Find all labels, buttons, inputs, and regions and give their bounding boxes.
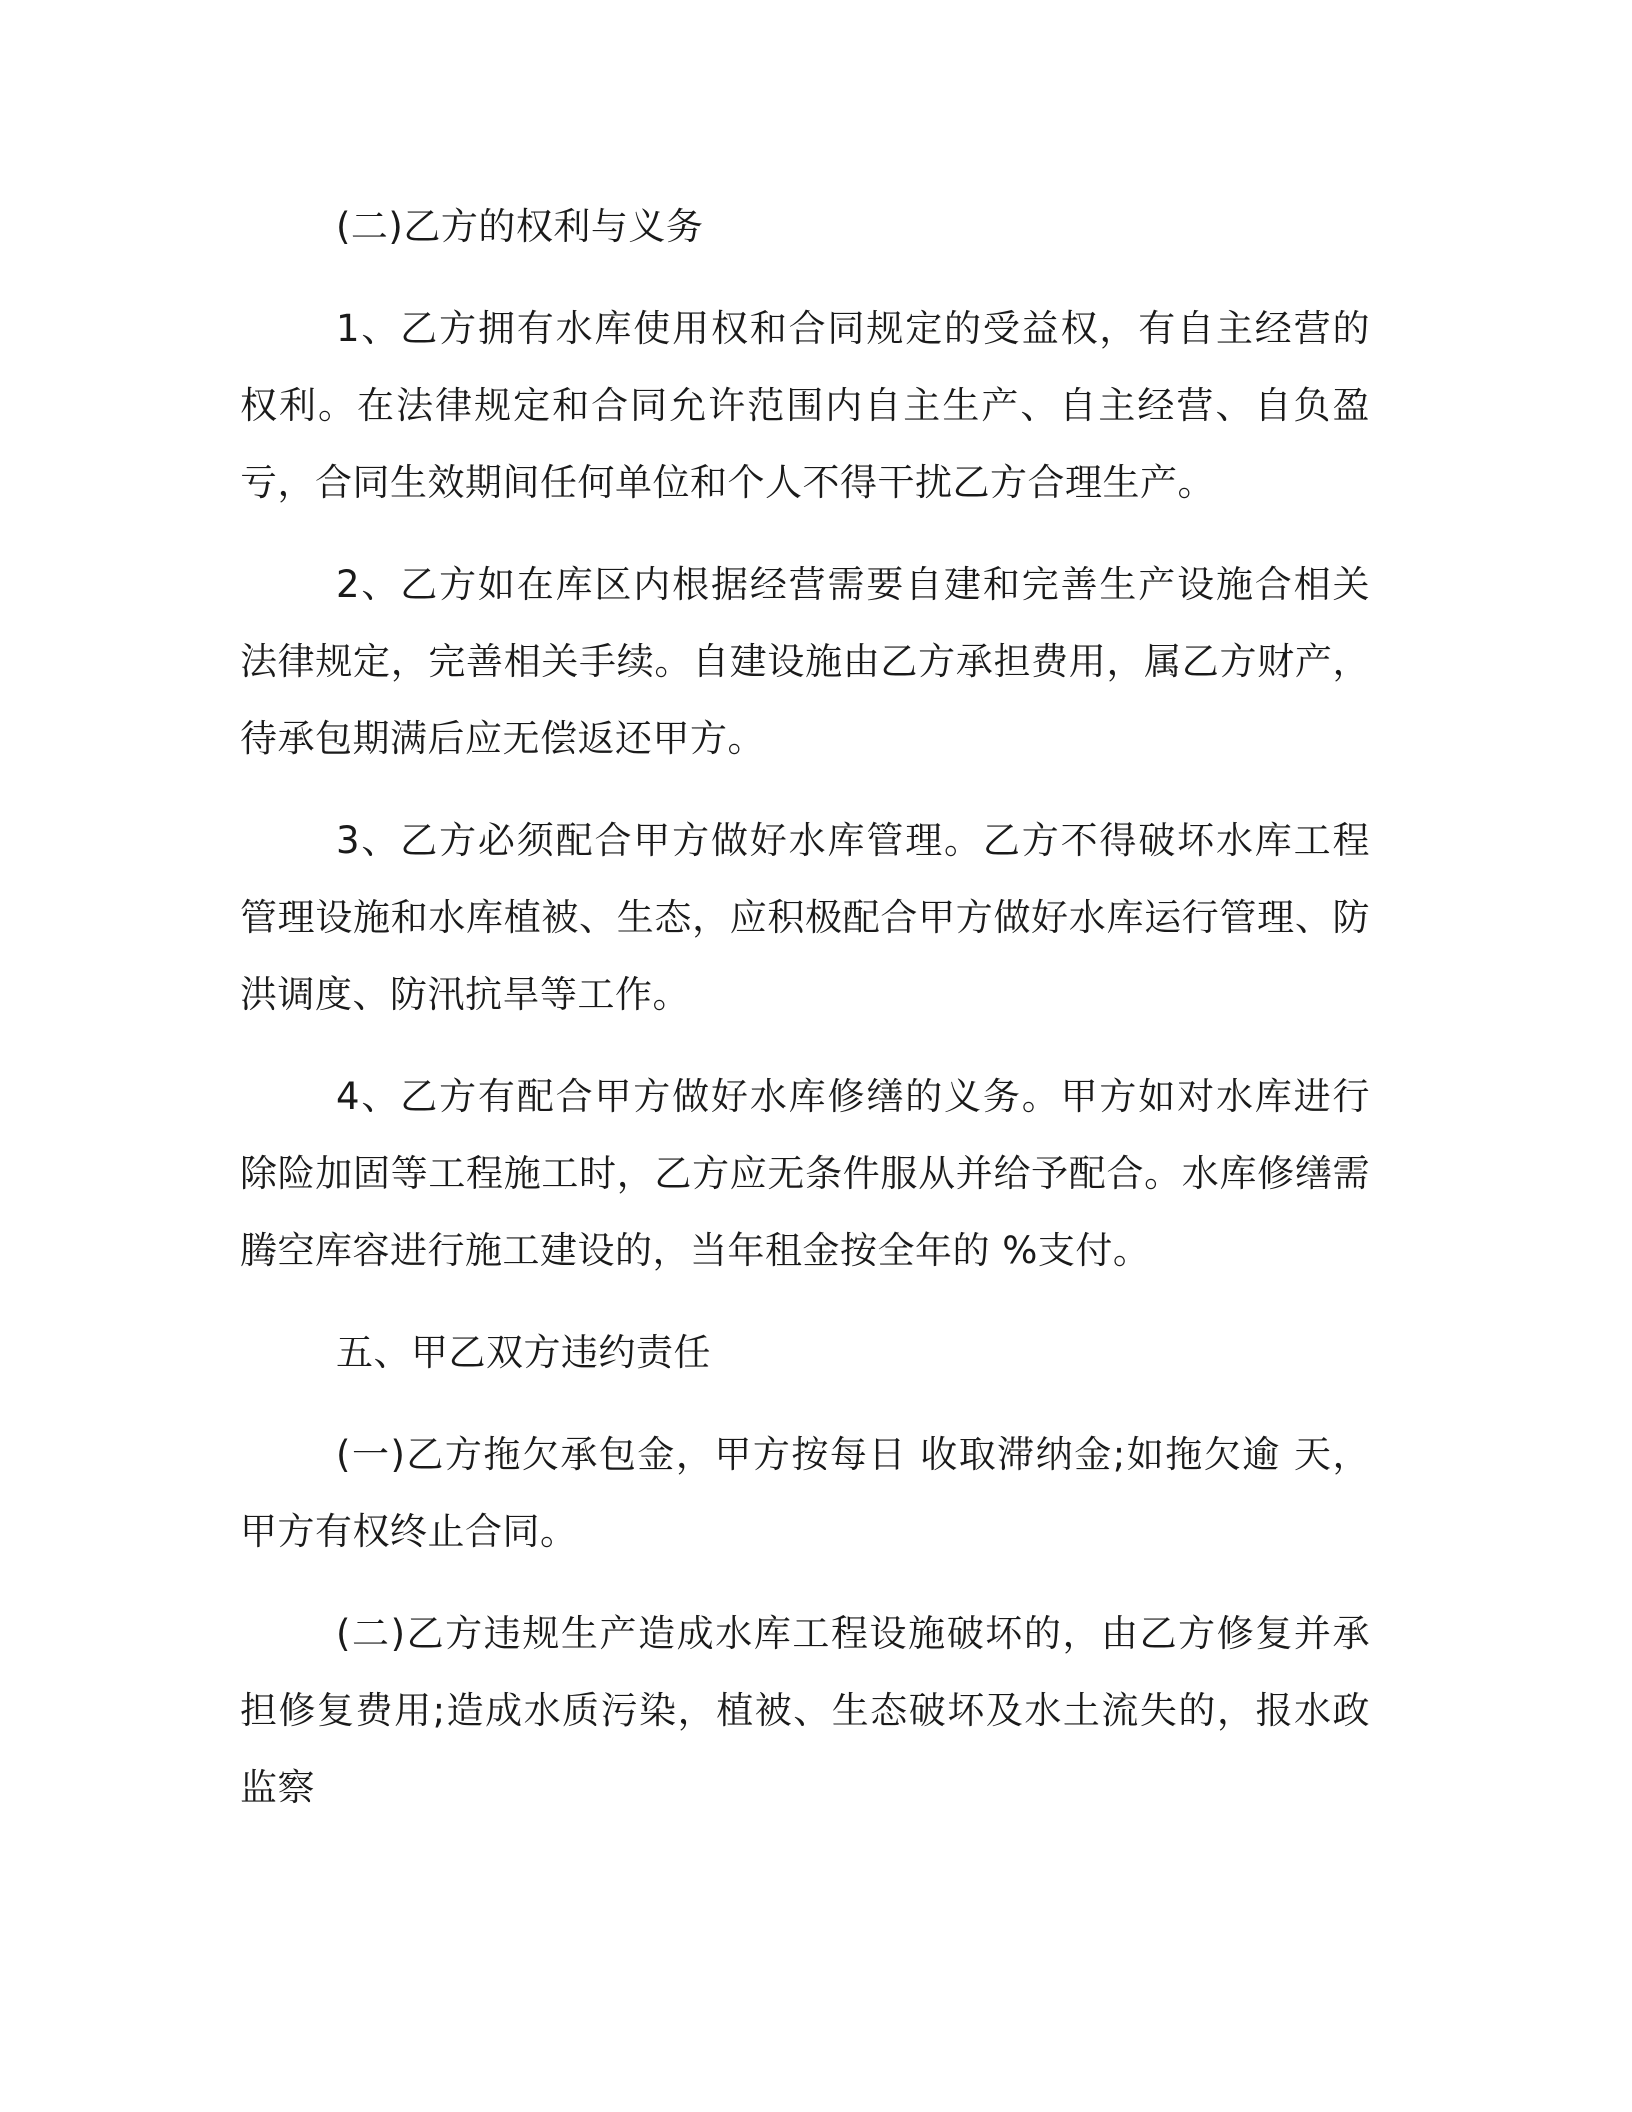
section-heading-breach-liability: 五、甲乙双方违约责任 — [336, 1331, 711, 1374]
section-heading-rights-obligations: (二)乙方的权利与义务 — [336, 205, 704, 248]
clause-4-paragraph: 4、乙方有配合甲方做好水库修缮的义务。甲方如对水库进行除险加固等工程施工时，乙方应无条件服从并给予配合。水库修缮需腾空库容进行施工建设的，当年租金按全年的 %支付。 — [240, 1075, 1370, 1272]
liability-2-paragraph: (二)乙方违规生产造成水库工程设施破坏的，由乙方修复并承担修复费用;造成水质污染，植被、生态破坏及水土流失的，报水政监察 — [240, 1612, 1370, 1809]
document-body — [240, 188, 1370, 1851]
clause-2-paragraph: 2、乙方如在库区内根据经营需要自建和完善生产设施合相关法律规定，完善相关手续。自建设施由乙方承担费用，属乙方财产，待承包期满后应无偿返还甲方。 — [240, 563, 1370, 760]
clause-3-paragraph: 3、乙方必须配合甲方做好水库管理。乙方不得破坏水库工程管理设施和水库植被、生态，应积极配合甲方做好水库运行管理、防洪调度、防汛抗旱等工作。 — [240, 819, 1370, 1016]
clause-1-paragraph: 1、乙方拥有水库使用权和合同规定的受益权，有自主经营的权利。在法律规定和合同允许范围内自主生产、自主经营、自负盈亏，合同生效期间任何单位和个人不得干扰乙方合理生产。 — [240, 307, 1370, 504]
liability-1-paragraph: (一)乙方拖欠承包金，甲方按每日 收取滞纳金;如拖欠逾 天，甲方有权终止合同。 — [240, 1433, 1370, 1553]
